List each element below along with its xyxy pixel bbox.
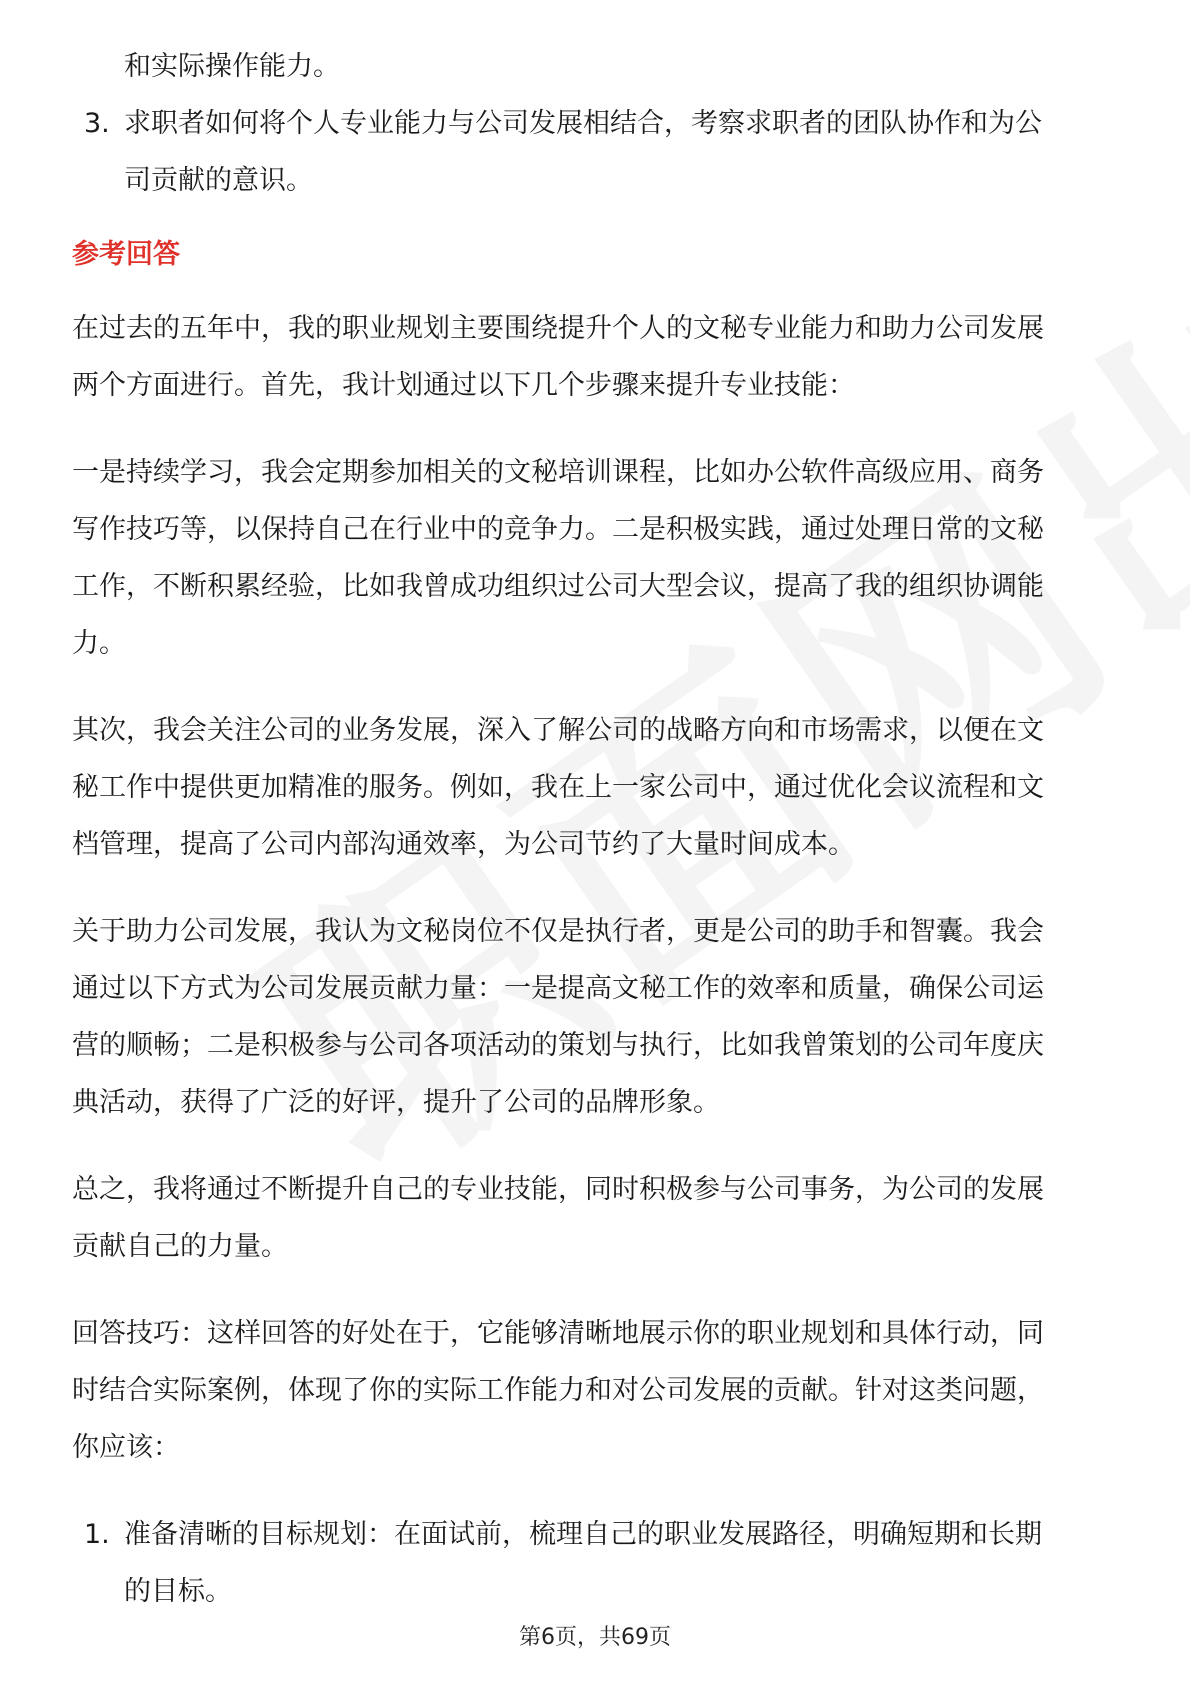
- paragraph-line: 秘工作中提供更加精准的服务。例如，我在上一家公司中，通过优化会议流程和文: [72, 772, 1044, 803]
- list-item-line: 求职者如何将个人专业能力与公司发展相结合，考察求职者的团队协作和为公: [124, 108, 1042, 139]
- paragraph: [72, 1161, 1122, 1275]
- paragraph: [72, 444, 1122, 672]
- paragraph-line: 总之，我将通过不断提升自己的专业技能，同时积极参与公司事务，为公司的发展: [72, 1174, 1044, 1205]
- paragraph-line: 贡献自己的力量。: [72, 1231, 288, 1262]
- paragraph-line: 营的顺畅；二是积极参与公司各项活动的策划与执行，比如我曾策划的公司年度庆: [72, 1030, 1044, 1061]
- list-item-number: 3.: [84, 108, 110, 139]
- list-item-line: 的目标。: [124, 1576, 232, 1607]
- paragraph: [72, 300, 1122, 414]
- paragraph-line: 关于助力公司发展，我认为文秘岗位不仅是执行者，更是公司的助手和智囊。我会: [72, 916, 1044, 947]
- paragraph-line: 工作，不断积累经验，比如我曾成功组织过公司大型会议，提高了我的组织协调能: [72, 571, 1044, 602]
- paragraph-line: 两个方面进行。首先，我计划通过以下几个步骤来提升专业技能：: [72, 370, 855, 401]
- paragraph-line: 档管理，提高了公司内部沟通效率，为公司节约了大量时间成本。: [72, 829, 855, 860]
- paragraph-line: 回答技巧：这样回答的好处在于，它能够清晰地展示你的职业规划和具体行动，同: [72, 1318, 1044, 1349]
- list-item: [72, 95, 1122, 209]
- paragraph-line: 力。: [72, 628, 126, 659]
- continuation-text: 和实际操作能力。: [124, 51, 340, 82]
- paragraph: [72, 903, 1122, 1131]
- section-heading: 参考回答: [72, 239, 180, 270]
- paragraph-line: 通过以下方式为公司发展贡献力量：一是提高文秘工作的效率和质量，确保公司运: [72, 973, 1044, 1004]
- paragraph: [72, 702, 1122, 873]
- paragraph-line: 典活动，获得了广泛的好评，提升了公司的品牌形象。: [72, 1087, 720, 1118]
- list-item-line: 司贡献的意识。: [124, 165, 313, 196]
- list-item-line: 准备清晰的目标规划：在面试前，梳理自己的职业发展路径，明确短期和长期: [124, 1519, 1042, 1550]
- paragraph-line: 一是持续学习，我会定期参加相关的文秘培训课程，比如办公软件高级应用、商务: [72, 457, 1044, 488]
- paragraph-line: 在过去的五年中，我的职业规划主要围绕提升个人的文秘专业能力和助力公司发展: [72, 313, 1044, 344]
- paragraph: [72, 1305, 1122, 1476]
- paragraph-line: 其次，我会关注公司的业务发展，深入了解公司的战略方向和市场需求，以便在文: [72, 715, 1044, 746]
- page-number-footer: 第6页，共69页: [519, 1625, 671, 1650]
- list-item-number: 1.: [84, 1519, 110, 1550]
- list-item: [72, 1506, 1122, 1620]
- paragraph-line: 你应该：: [72, 1432, 180, 1463]
- paragraph-line: 写作技巧等，以保持自己在行业中的竞争力。二是积极实践，通过处理日常的文秘: [72, 514, 1044, 545]
- document-body: [72, 38, 1122, 1620]
- paragraph-line: 时结合实际案例，体现了你的实际工作能力和对公司发展的贡献。针对这类问题，: [72, 1375, 1044, 1406]
